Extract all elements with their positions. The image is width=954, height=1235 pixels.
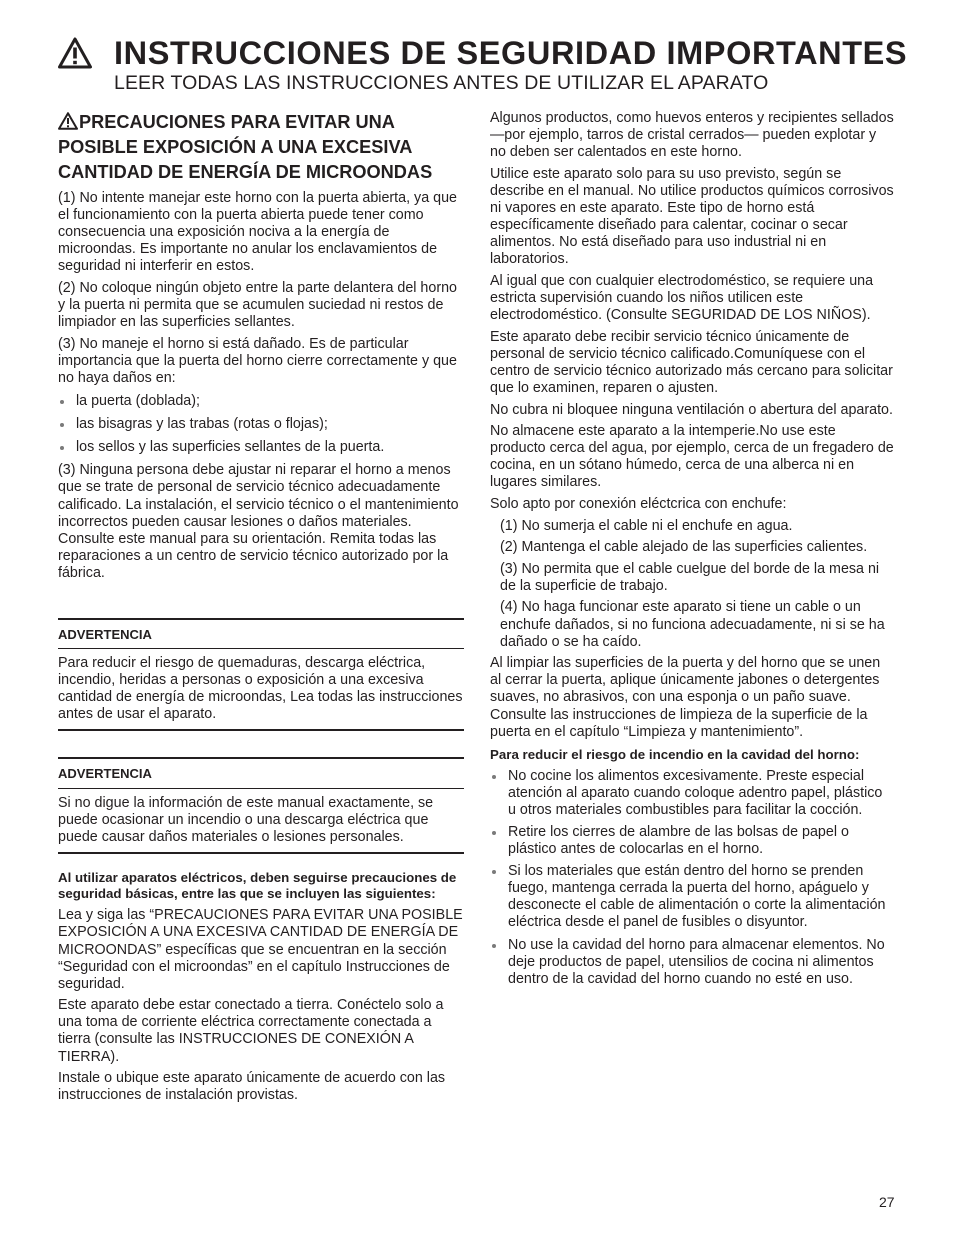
paragraph-7: Instale o ubique este aparato únicamente de acuerdo con las instrucciones de instalación provistas.	[58, 1070, 446, 1104]
paragraph-2: (2) No coloque ningún objeto entre la parte delantera del horno y la puerta ni permita que se acumulen suciedad ni restos de limpiador en las superficies sellantes.	[58, 279, 458, 331]
page-subtitle: LEER TODAS LAS INSTRUCCIONES ANTES DE UTILIZAR EL APARATO	[114, 72, 769, 94]
sub-item-4: (4) No haga funcionar este aparato si tiene un cable o un enchufe dañados, si no funciona adecuadamente, ni si se ha dañado o se ha caído.	[500, 599, 885, 650]
page-number: 27	[879, 1194, 895, 1210]
warning-triangle-icon	[58, 112, 78, 130]
warning-text: Si no digue la información de este manual exactamente, se puede ocasionar un incendio o una descarga eléctrica que puede causar daños materiales o lesiones personales.	[58, 794, 434, 845]
paragraph-5: Lea y siga las “PRECAUCIONES PARA EVITAR UNA POSIBLE EXPOSICIÓN A UNA EXCESIVA CANTIDAD DE ENERGÍA DE MICROONDAS” específicas que se encuentran en la sección “Seguridad con el microondas” en el capítulo Instrucciones de seguridad.	[58, 907, 463, 992]
warning-label: ADVERTENCIA	[58, 759, 464, 788]
paragraph-6: No almacene este aparato a la intemperie.No use este producto cerca del agua, por ejemplo, cerca de un fregadero de cocina, en un sótano húmedo, cerca de una alberca ni en lugares similares.	[490, 423, 894, 491]
title-row	[58, 34, 918, 72]
section-title	[58, 110, 464, 185]
paragraph-4: Este aparato debe recibir servicio técnico únicamente de personal de servicio técnico calificado.Comuníquese con el centro de servicio técnico autorizado más cercano para solicitar que lo examinen, reparen o ajusten.	[490, 328, 893, 396]
paragraph-1: (1) No intente manejar este horno con la puerta abierta, ya que el funcionamiento con la puerta abierta puede tener como consecuencia una exposición nociva a la energía de microondas. Es importante no anular los enclavamientos de seguridad ni interferir en estos.	[58, 190, 457, 275]
paragraph-6: Este aparato debe estar conectado a tierra. Conéctelo solo a una toma de corriente eléctrica correctamente conectada a tierra (consulte las INSTRUCCIONES DE CONEXIÓN A TIERRA).	[58, 997, 444, 1065]
list-item: la puerta (doblada);	[58, 393, 464, 410]
list-item: Retire los cierres de alambre de las bolsas de papel o plástico antes de colocarlas en el horno.	[490, 824, 894, 858]
list-item: No use la cavidad del horno para almacenar elementos. No deje productos de papel, utensilios de cocina ni alimentos dentro de la cavidad del horno cuando no esté en uso.	[490, 937, 894, 988]
paragraph-3: (3) No maneje el horno si está dañado. Es de particular importancia que la puerta del horno cierre correctamente y que no haya daños en:	[58, 335, 457, 386]
warning-triangle-icon	[58, 37, 92, 69]
left-column	[58, 110, 464, 1109]
paragraph-4: (3) Ninguna persona debe ajustar ni reparar el horno a menos que se trate de personal de servicio técnico adecuadamente calificado. La instalación, el servicio técnico o el mantenimiento incorrectos pueden causar lesiones o daños materiales. Consulte este manual para su orientación. Remita todas las reparaciones a un centro de servicio técnico autorizado por la fábrica.	[58, 462, 459, 581]
sub-item-1: (1) No sumerja el cable ni el enchufe en agua.	[500, 517, 793, 534]
bold-heading: Para reducir el riesgo de incendio en la cavidad del horno:	[490, 746, 860, 762]
paragraph-8: Al limpiar las superficies de la puerta y del horno que se unen al cerrar la puerta, aplique únicamente jabones o detergentes suaves, no abrasivos, con una esponja o un paño suave. Consulte las instrucciones de limpieza de la superficie de la puerta en el capítulo “Limpieza y mantenimiento”.	[490, 655, 881, 740]
warning-box-1	[58, 618, 464, 731]
page-title: INSTRUCCIONES DE SEGURIDAD IMPORTANTES	[114, 35, 908, 71]
page-header	[58, 34, 918, 94]
warning-box-2	[58, 757, 464, 853]
bold-heading: Al utilizar aparatos eléctricos, deben seguirse precauciones de seguridad básicas, entre las que se incluyen las siguientes:	[58, 869, 457, 902]
paragraph-7: Solo apto por conexión eléctcrica con enchufe:	[490, 495, 787, 512]
warning-label: ADVERTENCIA	[58, 620, 464, 649]
section-title-text: PRECAUCIONES PARA EVITAR UNA POSIBLE EXPOSICIÓN A UNA EXCESIVA CANTIDAD DE ENERGÍA DE MICROONDAS	[58, 112, 433, 182]
right-column	[490, 110, 894, 993]
paragraph-3: Al igual que con cualquier electrodoméstico, se requiere una estricta supervisión cuando los niños utilicen este electrodoméstico. (Consulte SEGURIDAD DE LOS NIÑOS).	[490, 272, 874, 324]
sub-item-3: (3) No permita que el cable cuelgue del borde de la mesa ni de la superficie de trabajo.	[500, 560, 880, 594]
list-item: Si los materiales que están dentro del horno se prenden fuego, mantenga cerrada la puerta del horno, apáguelo y desconecte el cable de alimentación o corte la alimentación eléctrica desde el panel de fusibles o disyuntor.	[490, 863, 894, 931]
list-item: No cocine los alimentos excesivamente. Preste especial atención al aparato cuando coloque adentro papel, plástico u otros materiales combustibles para facilitar la cocción.	[490, 768, 894, 819]
paragraph-2: Utilice este aparato solo para su uso previsto, según se describe en el manual. No utilice productos químicos corrosivos ni vapores en este aparato. Este tipo de horno está específicamente diseñado para calentar, cocinar o secar alimentos. No está diseñado para uso industrial ni en laboratorios.	[490, 165, 894, 268]
list-item: las bisagras y las trabas (rotas o flojas);	[58, 416, 464, 433]
sub-item-2: (2) Mantenga el cable alejado de las superficies calientes.	[500, 539, 868, 556]
warning-text: Para reducir el riesgo de quemaduras, descarga eléctrica, incendio, heridas a personas o exposición a una excesiva cantidad de energía de microondas, Lea todas las instrucciones antes de usar el aparato.	[58, 655, 463, 723]
paragraph-5: No cubra ni bloquee ninguna ventilación o abertura del aparato.	[490, 401, 893, 418]
list-item: los sellos y las superficies sellantes de la puerta.	[58, 439, 464, 456]
paragraph-1: Algunos productos, como huevos enteros y recipientes sellados —por ejemplo, tarros de cristal cerrados— pueden explotar y no deben ser calentados en este horno.	[490, 110, 894, 161]
